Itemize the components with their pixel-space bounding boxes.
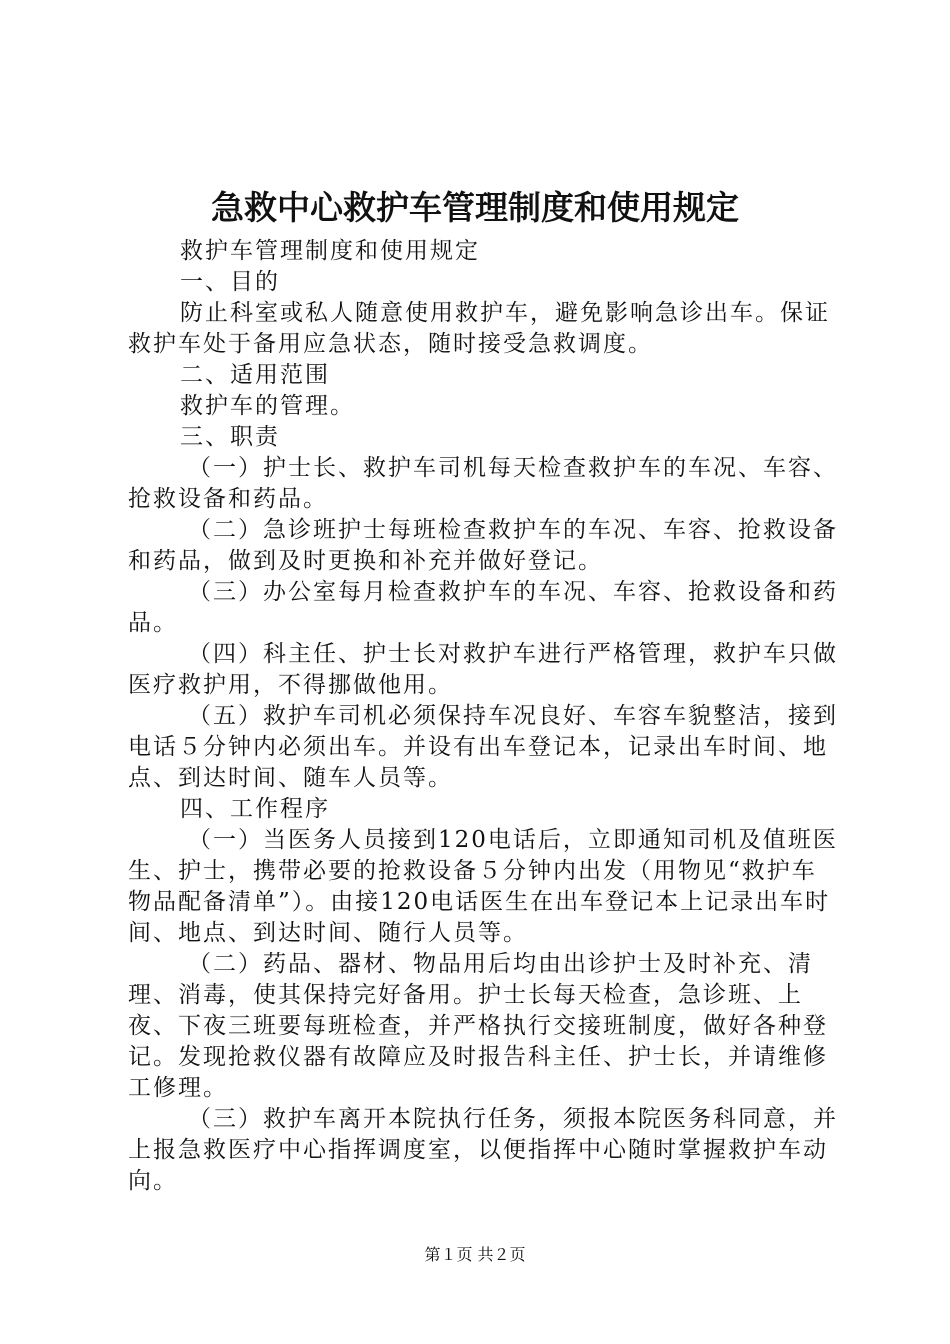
list-item: （一）当医务人员接到120电话后，立即通知司机及值班医生、护士，携带必要的抢救设备５分钟内出发（用物见“救护车物品配备清单”）。由接120电话医生在出车登记本上记录出车时间、地点、到达时间、随行人员等。 (128, 827, 838, 946)
body-paragraph-subtitle: 救护车管理制度和使用规定 (180, 238, 480, 264)
list-item: （四）科主任、护士长对救护车进行严格管理，救护车只做医疗救护用，不得挪做他用。 (128, 641, 838, 698)
list-item: （二）急诊班护士每班检查救护车的车况、车容、抢救设备和药品，做到及时更换和补充并做好登记。 (128, 517, 838, 574)
section-heading-procedure: 四、工作程序 (180, 796, 330, 822)
document-body (128, 236, 840, 1197)
list-item: （五）救护车司机必须保持车况良好、车容车貌整洁，接到电话５分钟内必须出车。并设有出车登记本，记录出车时间、地点、到达时间、随车人员等。 (128, 703, 838, 791)
section-heading-purpose: 一、目的 (180, 269, 280, 295)
list-item: （二）药品、器材、物品用后均由出诊护士及时补充、清理、消毒，使其保持完好备用。护士长每天检查，急诊班、上夜、下夜三班要每班检查，并严格执行交接班制度，做好各种登记。发现抢救仪器有故障应及时报告科主任、护士长，并请维修工修理。 (128, 951, 828, 1101)
document-title: 急救中心救护车管理制度和使用规定 (211, 188, 739, 227)
body-paragraph: 防止科室或私人随意使用救护车，避免影响急诊出车。保证救护车处于备用应急状态，随时接受急救调度。 (128, 300, 830, 357)
section-heading-scope: 二、适用范围 (180, 362, 330, 388)
page-footer: 第１页 共２页 (424, 1245, 526, 1264)
list-item: （一）护士长、救护车司机每天检查救护车的车况、车容、抢救设备和药品。 (128, 455, 838, 512)
section-heading-responsibilities: 三、职责 (180, 424, 280, 450)
list-item: （三）救护车离开本院执行任务，须报本院医务科同意，并上报急救医疗中心指挥调度室，以便指挥中心随时掌握救护车动向。 (128, 1106, 838, 1194)
list-item: （三）办公室每月检查救护车的车况、车容、抢救设备和药品。 (128, 579, 838, 636)
body-paragraph: 救护车的管理。 (180, 393, 355, 419)
